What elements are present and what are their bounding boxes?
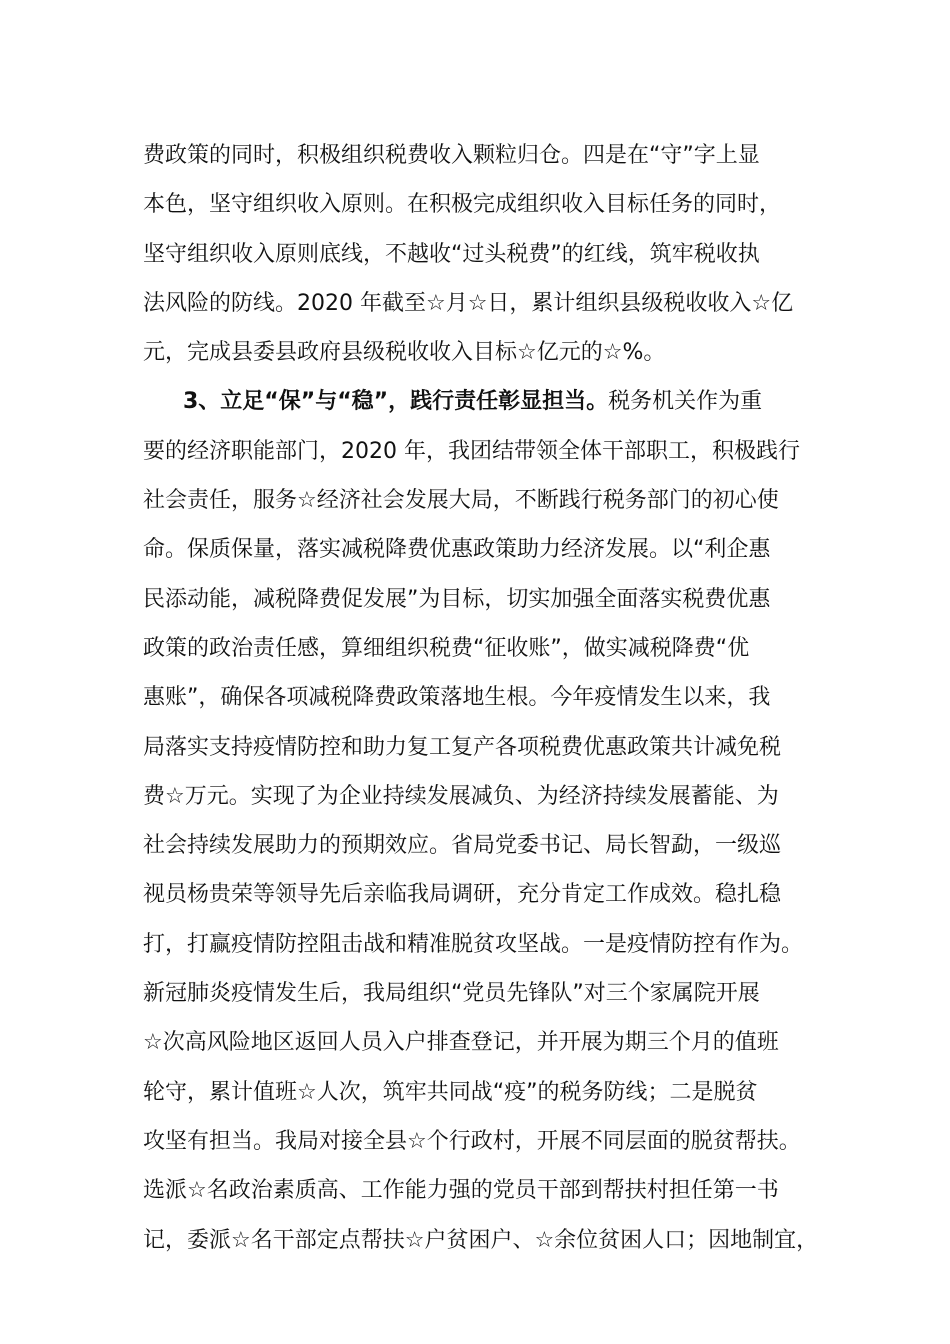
text-line: 攻坚有担当。我局对接全县☆个行政村，开展不同层面的脱贫帮扶。 <box>143 1128 801 1154</box>
text-line: 本色，坚守组织收入原则。在积极完成组织收入目标任务的同时， <box>143 192 782 218</box>
text-line: 要的经济职能部门，2020 年，我团结带领全体干部职工，积极践行 <box>143 438 800 464</box>
text-line: 费☆万元。实现了为企业持续发展减负、为经济持续发展蓄能、为 <box>143 783 779 809</box>
text-line: 记，委派☆名干部定点帮扶☆户贫困户、☆余位贫困人口；因地制宜， <box>143 1227 819 1253</box>
text-line: 社会责任，服务☆经济社会发展大局，不断践行税务部门的初心使 <box>143 488 779 514</box>
text-line: 局落实支持疫情防控和助力复工复产各项税费优惠政策共计减免税 <box>143 734 782 760</box>
text-line: 坚守组织收入原则底线，不越收“过头税费”的红线，筑牢税收执 <box>143 241 760 267</box>
text-line: 新冠肺炎疫情发生后，我局组织“党员先锋队”对三个家属院开展 <box>143 981 760 1007</box>
text-line: 政策的政治责任感，算细组织税费“征收账”，做实减税降费“优 <box>143 635 750 661</box>
text-line: ☆次高风险地区返回人员入户排查登记，并开展为期三个月的值班 <box>143 1030 779 1056</box>
heading-line-text: 税务机关作为重 <box>608 389 763 415</box>
body-text <box>143 131 833 1265</box>
text-line: 轮守，累计值班☆人次，筑牢共同战“疫”的税务防线；二是脱贫 <box>143 1079 758 1105</box>
paragraph-heading-line <box>143 377 833 426</box>
text-line: 视员杨贵荣等领导先后亲临我局调研，充分肯定工作成效。稳扎稳 <box>143 882 782 908</box>
text-line: 打，打赢疫情防控阻击战和精准脱贫攻坚战。一是疫情防控有作为。 <box>143 931 804 957</box>
text-line: 选派☆名政治素质高、工作能力强的党员干部到帮扶村担任第一书 <box>143 1178 779 1204</box>
paragraph-2 <box>143 377 833 1264</box>
paragraph-1 <box>143 131 833 377</box>
section-heading: 3、立足“保”与“稳”，践行责任彰显担当。 <box>183 389 609 415</box>
text-line: 费政策的同时，积极组织税费收入颗粒归仓。四是在“守”字上显 <box>143 143 760 168</box>
text-line: 社会持续发展助力的预期效应。省局党委书记、局长智勐，一级巡 <box>143 833 782 859</box>
text-line: 法风险的防线。2020 年截至☆月☆日，累计组织县级税收收入☆亿 <box>143 290 794 316</box>
text-line: 惠账”，确保各项减税降费政策落地生根。今年疫情发生以来，我 <box>143 685 771 711</box>
text-line: 元，完成县委县政府县级税收收入目标☆亿元的☆%。 <box>143 340 666 366</box>
text-line: 命。保质保量，落实减税降费优惠政策助力经济发展。以“利企惠 <box>143 537 771 563</box>
text-line: 民添动能，减税降费促发展”为目标，切实加强全面落实税费优惠 <box>143 586 771 612</box>
